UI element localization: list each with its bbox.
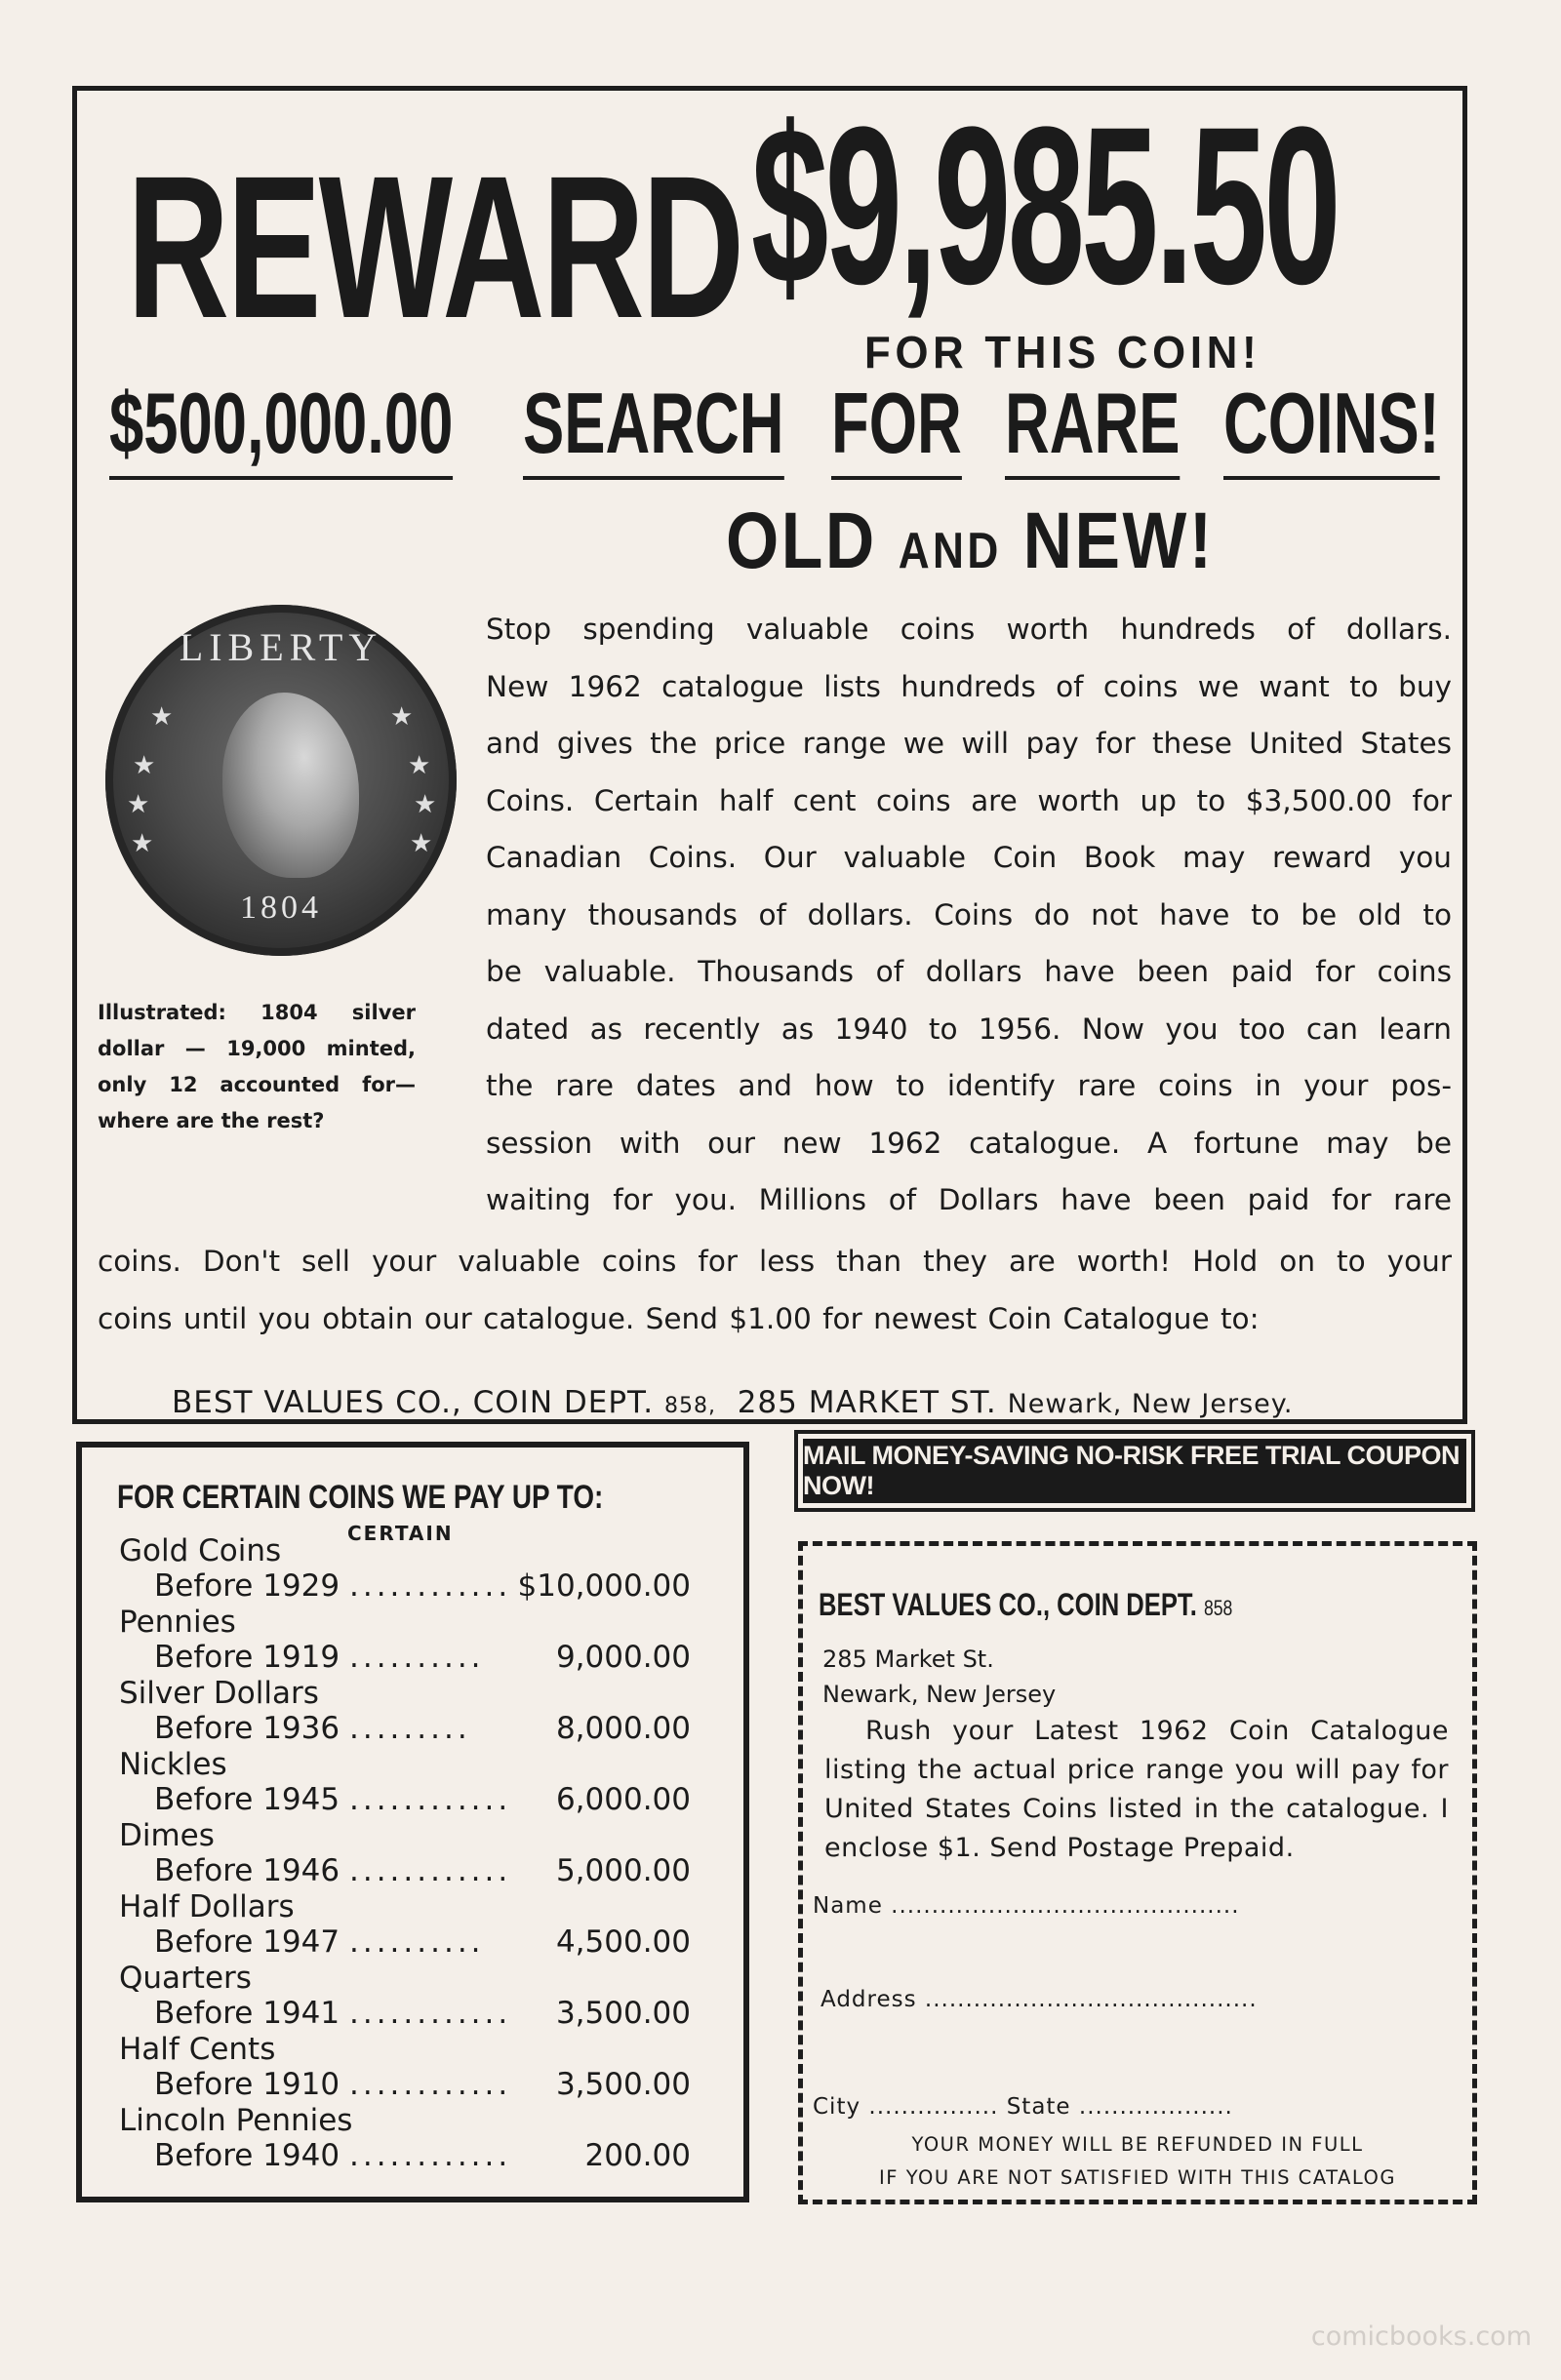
body-line: dated as recently as 1940 to 1956. Now you too can learn <box>486 1012 1452 1046</box>
coupon-paragraph: Rush your Latest 1962 Coin Catalogue listing the actual price range you will pay for United States Coins listed in the catalogue. I enclose $1. Send Postage Prepaid. <box>824 1716 1449 1863</box>
mailing-address <box>172 1385 1401 1420</box>
star-icon: ★ <box>414 790 437 819</box>
silver-dollar-coin-image <box>105 605 457 956</box>
coupon-title <box>819 1587 1232 1623</box>
name-line[interactable]: ........................................... <box>891 1893 1240 1919</box>
coin-category: Lincoln Pennies <box>119 2103 353 2138</box>
coin-before-year: Before 1947 <box>154 1924 340 1960</box>
coin-caption: Illustrated: 1804 silver dollar — 19,000 minted, only 12 accounted for— where are the rest? <box>98 1001 416 1132</box>
name-field[interactable] <box>813 1893 1240 1919</box>
coin-before-year: Before 1946 <box>154 1853 340 1888</box>
price-list-subtitle: CERTAIN <box>347 1522 454 1545</box>
old-and-new <box>726 496 1215 587</box>
coin-category: Half Dollars <box>119 1889 295 1924</box>
coin-year: 1804 <box>240 890 322 926</box>
dot-leader: ............ <box>349 1782 512 1817</box>
star-icon: ★ <box>410 829 433 858</box>
coin-before-year: Before 1929 <box>154 1568 340 1604</box>
city-line[interactable]: ................ <box>868 2094 999 2120</box>
dot-leader: .......... <box>349 1924 485 1960</box>
for-this-coin: FOR THIS COIN! <box>864 327 1261 377</box>
coin-before-year: Before 1919 <box>154 1640 340 1675</box>
body-line: and gives the price range we will pay for these United States <box>486 727 1452 760</box>
body-line: many thousands of dollars. Coins do not have to be old to <box>486 897 1452 932</box>
address-field[interactable] <box>821 1987 1258 2012</box>
address-company: BEST VALUES CO., COIN DEPT. <box>172 1385 655 1420</box>
dot-leader: ............ <box>349 2067 512 2102</box>
coin-price: 3,500.00 <box>555 1996 691 2031</box>
address-city: Newark, New Jersey. <box>1007 1389 1294 1419</box>
price-list-box <box>76 1442 749 2202</box>
refund-note: IF YOU ARE NOT SATISFIED WITH THIS CATALOG <box>879 2166 1396 2189</box>
coin-before-year: Before 1936 <box>154 1711 340 1746</box>
body-line: session with our new 1962 catalogue. A fortune may be <box>486 1126 1452 1160</box>
body-line: Canadian Coins. Our valuable Coin Book may reward you <box>486 841 1452 874</box>
coin-price: 3,500.00 <box>555 2067 691 2102</box>
coupon-street: 285 Market St. <box>822 1646 994 1673</box>
state-line[interactable]: ................... <box>1078 2094 1233 2120</box>
order-coupon <box>798 1541 1477 2204</box>
price-list-title: FOR CERTAIN COINS WE PAY UP TO: <box>117 1479 604 1516</box>
star-icon: ★ <box>133 751 156 780</box>
coin-before-year: Before 1940 <box>154 2138 340 2173</box>
body-line: be valuable. Thousands of dollars have been paid for coins <box>486 955 1452 988</box>
dot-leader: ............ <box>349 1853 512 1888</box>
dot-leader: ......... <box>349 1711 471 1746</box>
body-text-right <box>486 601 1452 1229</box>
dot-leader: ............ <box>349 1568 512 1604</box>
coin-price: 5,000.00 <box>555 1853 691 1888</box>
search-word: FOR <box>831 380 962 480</box>
new-word: NEW! <box>1022 496 1215 585</box>
body-line: the rare dates and how to identify rare coins in your pos- <box>486 1069 1452 1102</box>
search-word: SEARCH <box>523 380 784 480</box>
body-line: New 1962 catalogue lists hundreds of coins we want to buy <box>486 669 1452 703</box>
star-icon: ★ <box>131 829 154 858</box>
dot-leader: ............ <box>349 2138 512 2173</box>
search-word: COINS! <box>1223 380 1440 480</box>
address-dept: 858, <box>664 1394 716 1418</box>
coin-category: Nickles <box>119 1747 227 1782</box>
coin-category: Gold Coins <box>119 1533 282 1568</box>
address-street: 285 MARKET ST. <box>737 1385 997 1420</box>
coupon-city: Newark, New Jersey <box>822 1681 1057 1708</box>
body-line: Stop spending valuable coins worth hundreds of dollars. <box>486 613 1452 646</box>
city-label: City <box>813 2094 861 2120</box>
body-line: waiting for you. Millions of Dollars have been paid for rare <box>486 1183 1452 1216</box>
body-text-full <box>98 1233 1452 1347</box>
body-line: coins. Don't sell your valuable coins for less than they are worth! Hold on to your <box>98 1245 1452 1278</box>
coin-price: 4,500.00 <box>555 1924 691 1960</box>
name-label: Name <box>813 1893 883 1919</box>
and-word: AND <box>898 523 1002 579</box>
state-label: State <box>1006 2094 1071 2120</box>
old-word: OLD <box>726 496 877 585</box>
search-word: RARE <box>1005 380 1181 480</box>
coin-price: 200.00 <box>584 2138 691 2173</box>
watermark: comicbooks.com <box>1310 2321 1532 2352</box>
dot-leader: ............ <box>349 1996 512 2031</box>
address-line[interactable]: ......................................... <box>924 1987 1258 2012</box>
coin-category: Quarters <box>119 1961 252 1996</box>
body-line: Coins. Certain half cent coins are worth up to $3,500.00 for <box>486 783 1452 817</box>
coupon-banner <box>794 1430 1475 1512</box>
coin-price: $10,000.00 <box>517 1568 691 1604</box>
coin-price: 6,000.00 <box>555 1782 691 1817</box>
coin-legend: LIBERTY <box>179 625 383 669</box>
body-line: coins until you obtain our catalogue. Send $1.00 for newest Coin Catalogue to: <box>98 1301 1260 1335</box>
coin-price: 9,000.00 <box>555 1640 691 1675</box>
liberty-bust-icon <box>222 693 359 878</box>
coin-category: Silver Dollars <box>119 1676 319 1711</box>
coupon-banner-text: MAIL MONEY-SAVING NO-RISK FREE TRIAL COUPON NOW! <box>803 1439 1466 1503</box>
address-label: Address <box>821 1987 917 2012</box>
star-icon: ★ <box>127 790 150 819</box>
city-state-field[interactable] <box>813 2094 1233 2120</box>
coupon-company: BEST VALUES CO., COIN DEPT. <box>819 1587 1197 1622</box>
reward-amount: $9,985.50 <box>751 80 1338 331</box>
coin-price: 8,000.00 <box>555 1711 691 1746</box>
coin-category: Dimes <box>119 1818 215 1853</box>
star-icon: ★ <box>150 702 174 732</box>
star-icon: ★ <box>408 751 431 780</box>
coin-before-year: Before 1910 <box>154 2067 340 2102</box>
coin-before-year: Before 1945 <box>154 1782 340 1817</box>
coupon-dept: 858 <box>1203 1596 1233 1620</box>
refund-note: YOUR MONEY WILL BE REFUNDED IN FULL <box>911 2133 1364 2156</box>
dot-leader: .......... <box>349 1640 485 1675</box>
reward-heading: REWARD <box>127 135 742 361</box>
coin-category: Half Cents <box>119 2032 276 2067</box>
star-icon: ★ <box>390 702 414 732</box>
coin-category: Pennies <box>119 1605 236 1640</box>
search-amount: $500,000.00 <box>109 380 453 480</box>
coin-before-year: Before 1941 <box>154 1996 340 2031</box>
